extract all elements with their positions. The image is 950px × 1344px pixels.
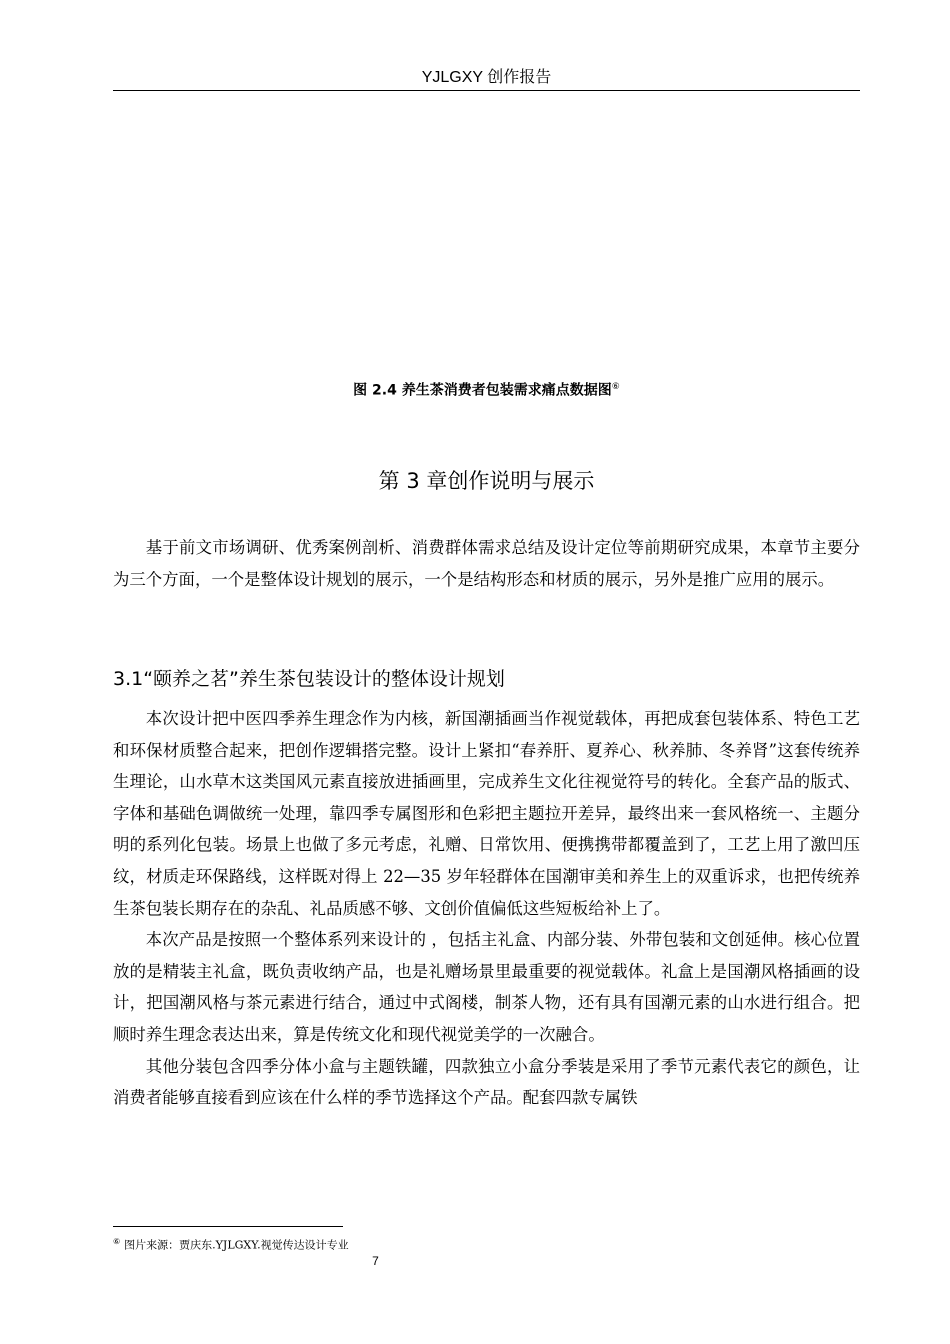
chapter-intro-paragraph: 基于前文市场调研、优秀案例剖析、消费群体需求总结及设计定位等前期研究成果，本章节主要分为三个方面，一个是整体设计规划的展示，一个是结构形态和材质的展示，另外是推广应用的展示。 [113, 538, 860, 589]
header-rule [113, 90, 860, 91]
footnote-rule [113, 1226, 343, 1227]
body-paragraph: 本次产品是按照一个整体系列来设计的 ，包括主礼盒、内部分装、外带包装和文创延伸。核心位置放的是精装主礼盒，既负责收纳产品，也是礼赠场景里最重要的视觉载体。礼盒上是国潮风格插画的设计，把国潮风格与茶元素进行结合，通过中式阁楼，制茶人物，还有具有国潮元素的山水进行组合。把顺时养生理念表达出来，算是传统文化和现代视觉美学的一次融合。 [113, 930, 860, 1044]
figure-footnote-marker: ⑥ [611, 382, 620, 392]
figure-caption [113, 377, 860, 401]
running-header: YJLGXY 创作报告 [421, 69, 552, 86]
footnote-text: 图片来源：贾庆东.YJLGXY.视觉传达设计专业 [124, 1238, 349, 1252]
section-body [113, 703, 860, 1114]
footnote [113, 1234, 860, 1254]
body-paragraph: 其他分装包含四季分体小盒与主题铁罐，四款独立小盒分季装是采用了季节元素代表它的颜色，让消费者能够直接看到应该在什么样的季节选择这个产品。配套四款专属铁 [113, 1056, 860, 1108]
chapter-title: 第 3 章创作说明与展示 [378, 469, 595, 493]
section-heading: 3.1“颐养之茗”养生茶包装设计的整体设计规划 [113, 668, 505, 690]
body-paragraph: 本次设计把中医四季养生理念作为内核，新国潮插画当作视觉载体，再把成套包装体系、特色工艺和环保材质整合起来，把创作逻辑搭完整。设计上紧扣“春养肝、夏养心、秋养肺、冬养肾”这套传统养生理论，山水草木这类国风元素直接放进插画里，完成养生文化往视觉符号的转化。全套产品的版式、字体和基础色调做统一处理，靠四季专属图形和色彩把主题拉开差异，最终出来一套风格统一、主题分明的系列化包装。场景上也做了多元考虑，礼赠、日常饮用、便携携带都覆盖到了，工艺上用了激凹压纹，材质走环保路线，这样既对得上 22—35 岁年轻群体在国潮审美和养生上的双重诉求，也把传统养生茶包装长期存在的杂乱、礼品质感不够、文创价值偏低这些短板给补上了。 [113, 709, 860, 918]
figure-caption-text: 图 2.4 养生茶消费者包装需求痛点数据图 [353, 382, 612, 399]
footnote-marker: ⑥ [113, 1237, 121, 1246]
page-number: 7 [372, 1254, 379, 1268]
